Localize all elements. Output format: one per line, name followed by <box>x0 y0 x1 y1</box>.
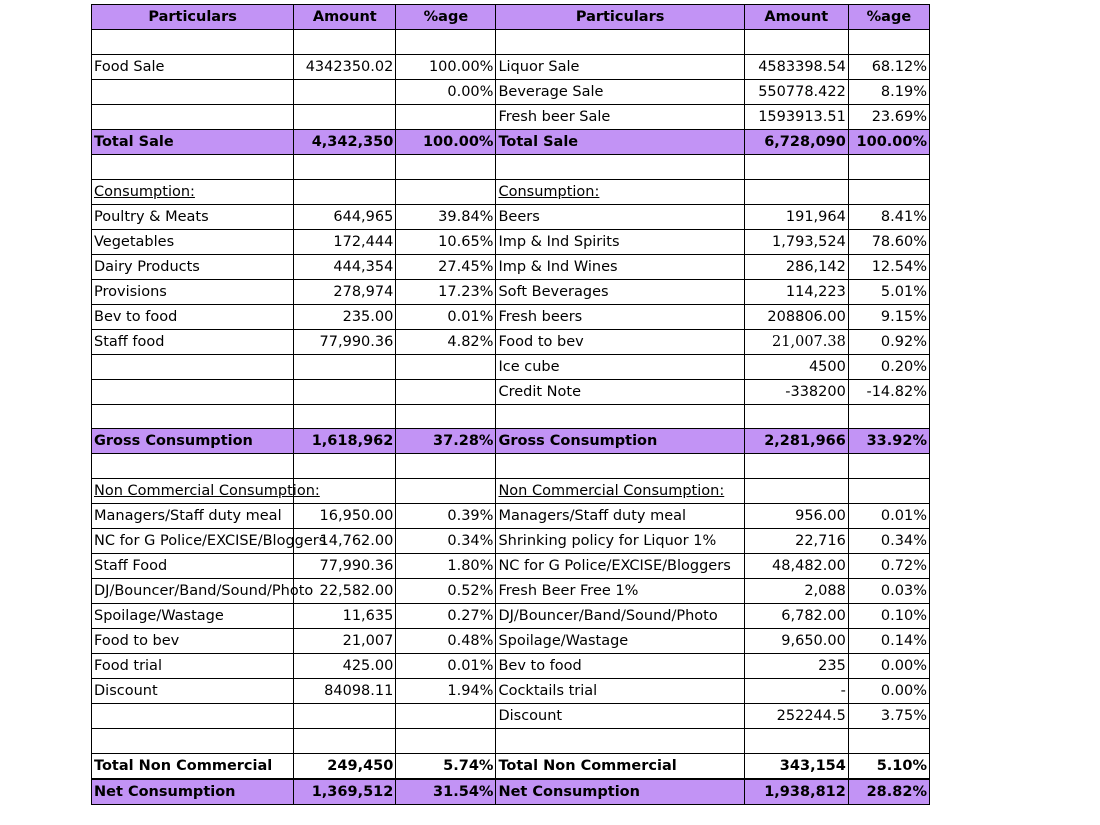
cell-percentage-beverage[interactable]: 0.10% <box>848 604 929 629</box>
cell-amount-food[interactable] <box>294 704 396 729</box>
cell-particulars-beverage[interactable]: Fresh Beer Free 1% <box>496 579 744 604</box>
cell-particulars-food[interactable]: Total Non Commercial <box>92 753 294 779</box>
cell-particulars-food[interactable]: Food Sale <box>92 54 294 79</box>
cell-percentage-beverage[interactable]: 28.82% <box>848 779 929 805</box>
cell-amount-beverage[interactable] <box>744 30 848 55</box>
cell-particulars-beverage[interactable]: Non Commercial Consumption: <box>496 479 744 504</box>
table-row <box>92 104 930 129</box>
consumption-report-table <box>91 4 930 805</box>
cell-percentage-beverage[interactable]: 5.01% <box>848 279 929 304</box>
cell-particulars-beverage[interactable]: Beers <box>496 204 744 229</box>
table-row <box>92 529 930 554</box>
cell-particulars-beverage[interactable]: Total Non Commercial <box>496 753 744 779</box>
cell-particulars-food[interactable]: Discount <box>92 679 294 704</box>
cell-percentage-food[interactable]: 0.01% <box>396 304 496 329</box>
cell-particulars-beverage[interactable]: Fresh beers <box>496 304 744 329</box>
cell-amount-food[interactable]: 278,974 <box>294 279 396 304</box>
cell-amount-beverage[interactable]: 1,793,524 <box>744 229 848 254</box>
cell-particulars-food[interactable]: Gross Consumption <box>92 429 294 454</box>
cell-percentage-beverage[interactable]: 8.19% <box>848 79 929 104</box>
cell-particulars-food[interactable]: Consumption: <box>92 179 294 204</box>
cell-percentage-food[interactable]: 39.84% <box>396 204 496 229</box>
cell-percentage-food[interactable] <box>396 104 496 129</box>
cell-particulars-food[interactable]: Net Consumption <box>92 779 294 805</box>
cell-amount-food[interactable] <box>294 154 396 179</box>
cell-particulars-food[interactable]: Staff Food <box>92 554 294 579</box>
cell-percentage-beverage[interactable]: 3.75% <box>848 704 929 729</box>
cell-particulars-beverage[interactable]: Imp & Ind Spirits <box>496 229 744 254</box>
cell-amount-food[interactable]: 235.00 <box>294 304 396 329</box>
cell-particulars-food[interactable]: Food to bev <box>92 629 294 654</box>
cell-amount-beverage[interactable]: 9,650.00 <box>744 629 848 654</box>
table-row <box>92 154 930 179</box>
cell-percentage-food[interactable] <box>396 404 496 429</box>
cell-percentage-food[interactable]: 5.74% <box>396 753 496 779</box>
cell-percentage-beverage[interactable]: 23.69% <box>848 104 929 129</box>
cell-percentage-food[interactable]: 1.94% <box>396 679 496 704</box>
header-amount-beverage[interactable]: Amount <box>744 5 848 30</box>
cell-percentage-beverage[interactable] <box>848 404 929 429</box>
cell-particulars-food[interactable]: Total Sale <box>92 129 294 154</box>
cell-particulars-beverage[interactable] <box>496 404 744 429</box>
cell-amount-food[interactable]: 1,618,962 <box>294 429 396 454</box>
cell-amount-food[interactable]: 4,342,350 <box>294 129 396 154</box>
cell-particulars-beverage[interactable]: Spoilage/Wastage <box>496 629 744 654</box>
cell-percentage-food[interactable]: 10.65% <box>396 229 496 254</box>
cell-percentage-food[interactable] <box>396 354 496 379</box>
cell-particulars-food[interactable]: Vegetables <box>92 229 294 254</box>
cell-percentage-food[interactable]: 100.00% <box>396 129 496 154</box>
cell-particulars-beverage[interactable]: Total Sale <box>496 129 744 154</box>
cell-percentage-food[interactable]: 0.39% <box>396 504 496 529</box>
cell-particulars-beverage[interactable]: NC for G Police/EXCISE/Bloggers <box>496 554 744 579</box>
table-row <box>92 129 930 154</box>
cell-particulars-beverage[interactable]: Shrinking policy for Liquor 1% <box>496 529 744 554</box>
cell-amount-food[interactable]: 4342350.02 <box>294 54 396 79</box>
cell-particulars-beverage[interactable]: Managers/Staff duty meal <box>496 504 744 529</box>
cell-amount-beverage[interactable]: 6,728,090 <box>744 129 848 154</box>
cell-amount-food[interactable]: 22,582.00 <box>294 579 396 604</box>
cell-particulars-beverage[interactable]: Ice cube <box>496 354 744 379</box>
cell-particulars-beverage[interactable]: Consumption: <box>496 179 744 204</box>
cell-amount-food[interactable] <box>294 404 396 429</box>
cell-amount-food[interactable] <box>294 354 396 379</box>
cell-percentage-beverage[interactable] <box>848 729 929 754</box>
cell-particulars-beverage[interactable]: Net Consumption <box>496 779 744 805</box>
cell-amount-beverage[interactable] <box>744 404 848 429</box>
cell-amount-beverage[interactable]: 21,007.38 <box>744 329 848 354</box>
header-particulars-food[interactable]: Particulars <box>92 5 294 30</box>
table-row <box>92 779 930 805</box>
cell-percentage-food[interactable] <box>396 179 496 204</box>
cell-particulars-food[interactable]: Dairy Products <box>92 254 294 279</box>
table-row <box>92 679 930 704</box>
cell-percentage-food[interactable]: 17.23% <box>396 279 496 304</box>
cell-percentage-beverage[interactable]: 5.10% <box>848 753 929 779</box>
cell-percentage-beverage[interactable]: 0.01% <box>848 504 929 529</box>
cell-particulars-beverage[interactable]: Liquor Sale <box>496 54 744 79</box>
cell-percentage-beverage[interactable]: 0.34% <box>848 529 929 554</box>
table-row <box>92 454 930 479</box>
cell-percentage-beverage[interactable] <box>848 30 929 55</box>
cell-percentage-beverage[interactable]: 0.14% <box>848 629 929 654</box>
cell-percentage-beverage[interactable] <box>848 154 929 179</box>
cell-amount-beverage[interactable]: 550778.422 <box>744 79 848 104</box>
cell-percentage-beverage[interactable] <box>848 479 929 504</box>
table-row <box>92 654 930 679</box>
cell-particulars-food[interactable] <box>92 154 294 179</box>
cell-percentage-beverage[interactable]: 78.60% <box>848 229 929 254</box>
cell-amount-beverage[interactable]: 208806.00 <box>744 304 848 329</box>
header-particulars-beverage[interactable]: Particulars <box>496 5 744 30</box>
cell-particulars-food[interactable] <box>92 354 294 379</box>
cell-amount-food[interactable]: 11,635 <box>294 604 396 629</box>
cell-particulars-food[interactable] <box>92 79 294 104</box>
cell-amount-beverage[interactable]: 252244.5 <box>744 704 848 729</box>
cell-amount-food[interactable]: 249,450 <box>294 753 396 779</box>
cell-amount-beverage[interactable]: -338200 <box>744 379 848 404</box>
cell-amount-food[interactable] <box>294 179 396 204</box>
cell-percentage-beverage[interactable]: 0.00% <box>848 654 929 679</box>
cell-percentage-beverage[interactable]: 0.20% <box>848 354 929 379</box>
cell-particulars-beverage[interactable]: Bev to food <box>496 654 744 679</box>
cell-amount-beverage[interactable] <box>744 454 848 479</box>
table-row <box>92 753 930 779</box>
cell-particulars-food[interactable]: NC for G Police/EXCISE/Bloggers <box>92 529 294 554</box>
header-percentage-beverage[interactable]: %age <box>848 5 929 30</box>
cell-particulars-food[interactable] <box>92 704 294 729</box>
table-row <box>92 354 930 379</box>
cell-particulars-food[interactable]: Managers/Staff duty meal <box>92 504 294 529</box>
header-amount-food[interactable]: Amount <box>294 5 396 30</box>
cell-amount-beverage[interactable]: 22,716 <box>744 529 848 554</box>
cell-particulars-beverage[interactable]: Soft Beverages <box>496 279 744 304</box>
table-row <box>92 329 930 354</box>
table-row <box>92 604 930 629</box>
cell-percentage-food[interactable] <box>396 704 496 729</box>
cell-percentage-food[interactable] <box>396 454 496 479</box>
cell-percentage-food[interactable] <box>396 30 496 55</box>
cell-amount-food[interactable] <box>294 30 396 55</box>
cell-amount-food[interactable]: 444,354 <box>294 254 396 279</box>
cell-amount-beverage[interactable]: 343,154 <box>744 753 848 779</box>
cell-particulars-beverage[interactable] <box>496 154 744 179</box>
cell-particulars-food[interactable] <box>92 104 294 129</box>
cell-particulars-beverage[interactable]: Cocktails trial <box>496 679 744 704</box>
cell-particulars-beverage[interactable]: Gross Consumption <box>496 429 744 454</box>
cell-percentage-food[interactable]: 37.28% <box>396 429 496 454</box>
cell-percentage-beverage[interactable] <box>848 454 929 479</box>
cell-amount-food[interactable] <box>294 379 396 404</box>
cell-amount-food[interactable]: 425.00 <box>294 654 396 679</box>
cell-percentage-food[interactable]: 100.00% <box>396 54 496 79</box>
header-row <box>92 5 930 30</box>
cell-amount-food[interactable]: 1,369,512 <box>294 779 396 805</box>
cell-percentage-food[interactable]: 4.82% <box>396 329 496 354</box>
cell-particulars-beverage[interactable] <box>496 454 744 479</box>
cell-amount-beverage[interactable]: 286,142 <box>744 254 848 279</box>
cell-amount-food[interactable]: 21,007 <box>294 629 396 654</box>
cell-amount-food[interactable] <box>294 79 396 104</box>
cell-particulars-beverage[interactable] <box>496 30 744 55</box>
cell-percentage-food[interactable]: 1.80% <box>396 554 496 579</box>
cell-amount-beverage[interactable] <box>744 154 848 179</box>
cell-percentage-food[interactable]: 0.00% <box>396 79 496 104</box>
cell-amount-beverage[interactable]: - <box>744 679 848 704</box>
cell-percentage-food[interactable]: 0.27% <box>396 604 496 629</box>
cell-amount-food[interactable] <box>294 729 396 754</box>
cell-percentage-food[interactable]: 0.34% <box>396 529 496 554</box>
table-row <box>92 729 930 754</box>
cell-amount-beverage[interactable]: 114,223 <box>744 279 848 304</box>
cell-amount-beverage[interactable]: 4500 <box>744 354 848 379</box>
cell-amount-beverage[interactable]: 6,782.00 <box>744 604 848 629</box>
cell-particulars-food[interactable]: Food trial <box>92 654 294 679</box>
cell-percentage-beverage[interactable]: 12.54% <box>848 254 929 279</box>
cell-percentage-food[interactable]: 31.54% <box>396 779 496 805</box>
cell-amount-beverage[interactable]: 1,938,812 <box>744 779 848 805</box>
table-row <box>92 229 930 254</box>
table-row <box>92 504 930 529</box>
cell-particulars-beverage[interactable] <box>496 729 744 754</box>
cell-particulars-beverage[interactable]: Food to bev <box>496 329 744 354</box>
cell-particulars-beverage[interactable]: Credit Note <box>496 379 744 404</box>
table-row <box>92 254 930 279</box>
cell-percentage-food[interactable] <box>396 729 496 754</box>
cell-amount-food[interactable]: 172,444 <box>294 229 396 254</box>
table-row <box>92 304 930 329</box>
cell-particulars-beverage[interactable]: Beverage Sale <box>496 79 744 104</box>
cell-amount-food[interactable]: 16,950.00 <box>294 504 396 529</box>
cell-amount-beverage[interactable]: 235 <box>744 654 848 679</box>
cell-amount-beverage[interactable]: 4583398.54 <box>744 54 848 79</box>
cell-amount-beverage[interactable]: 2,281,966 <box>744 429 848 454</box>
cell-particulars-food[interactable]: Bev to food <box>92 304 294 329</box>
cell-percentage-beverage[interactable]: 100.00% <box>848 129 929 154</box>
cell-particulars-food[interactable]: Poultry & Meats <box>92 204 294 229</box>
table-row <box>92 629 930 654</box>
cell-amount-beverage[interactable]: 956.00 <box>744 504 848 529</box>
table-row <box>92 204 930 229</box>
cell-amount-food[interactable]: 14,762.00 <box>294 529 396 554</box>
cell-amount-beverage[interactable] <box>744 729 848 754</box>
cell-percentage-beverage[interactable]: 9.15% <box>848 304 929 329</box>
table-row <box>92 704 930 729</box>
cell-percentage-food[interactable]: 0.01% <box>396 654 496 679</box>
cell-particulars-food[interactable]: Spoilage/Wastage <box>92 604 294 629</box>
cell-particulars-food[interactable] <box>92 729 294 754</box>
cell-amount-beverage[interactable]: 48,482.00 <box>744 554 848 579</box>
table-row <box>92 479 930 504</box>
cell-amount-beverage[interactable] <box>744 479 848 504</box>
cell-amount-beverage[interactable]: 2,088 <box>744 579 848 604</box>
cell-percentage-food[interactable] <box>396 154 496 179</box>
cell-amount-food[interactable] <box>294 454 396 479</box>
table-row <box>92 54 930 79</box>
cell-amount-beverage[interactable] <box>744 179 848 204</box>
cell-percentage-beverage[interactable]: 0.72% <box>848 554 929 579</box>
cell-amount-food[interactable]: 644,965 <box>294 204 396 229</box>
cell-percentage-beverage[interactable]: 0.00% <box>848 679 929 704</box>
cell-percentage-beverage[interactable]: -14.82% <box>848 379 929 404</box>
table-row <box>92 404 930 429</box>
cell-particulars-food[interactable] <box>92 30 294 55</box>
cell-particulars-beverage[interactable]: Fresh beer Sale <box>496 104 744 129</box>
cell-particulars-food[interactable]: Non Commercial Consumption: <box>92 479 294 504</box>
cell-percentage-food[interactable] <box>396 379 496 404</box>
table-row <box>92 554 930 579</box>
table-row <box>92 179 930 204</box>
cell-particulars-beverage[interactable]: Discount <box>496 704 744 729</box>
cell-amount-beverage[interactable]: 1593913.51 <box>744 104 848 129</box>
cell-particulars-food[interactable] <box>92 454 294 479</box>
table-row <box>92 429 930 454</box>
cell-percentage-food[interactable]: 27.45% <box>396 254 496 279</box>
table-row <box>92 79 930 104</box>
cell-amount-food[interactable]: 84098.11 <box>294 679 396 704</box>
cell-percentage-food[interactable]: 0.48% <box>396 629 496 654</box>
cell-particulars-food[interactable]: DJ/Bouncer/Band/Sound/Photo <box>92 579 294 604</box>
cell-percentage-food[interactable] <box>396 479 496 504</box>
cell-percentage-beverage[interactable] <box>848 179 929 204</box>
cell-particulars-food[interactable] <box>92 404 294 429</box>
header-percentage-food[interactable]: %age <box>396 5 496 30</box>
table-row <box>92 279 930 304</box>
cell-amount-food[interactable]: 77,990.36 <box>294 554 396 579</box>
cell-amount-beverage[interactable]: 191,964 <box>744 204 848 229</box>
cell-percentage-beverage[interactable]: 8.41% <box>848 204 929 229</box>
cell-percentage-food[interactable]: 0.52% <box>396 579 496 604</box>
cell-particulars-food[interactable]: Staff food <box>92 329 294 354</box>
cell-particulars-beverage[interactable]: Imp & Ind Wines <box>496 254 744 279</box>
cell-particulars-beverage[interactable]: DJ/Bouncer/Band/Sound/Photo <box>496 604 744 629</box>
cell-percentage-beverage[interactable]: 33.92% <box>848 429 929 454</box>
table-row <box>92 379 930 404</box>
cell-percentage-beverage[interactable]: 0.92% <box>848 329 929 354</box>
cell-particulars-food[interactable] <box>92 379 294 404</box>
cell-percentage-beverage[interactable]: 68.12% <box>848 54 929 79</box>
table-row <box>92 579 930 604</box>
cell-amount-food[interactable] <box>294 104 396 129</box>
cell-particulars-food[interactable]: Provisions <box>92 279 294 304</box>
cell-amount-food[interactable]: 77,990.36 <box>294 329 396 354</box>
cell-percentage-beverage[interactable]: 0.03% <box>848 579 929 604</box>
table-row <box>92 30 930 55</box>
